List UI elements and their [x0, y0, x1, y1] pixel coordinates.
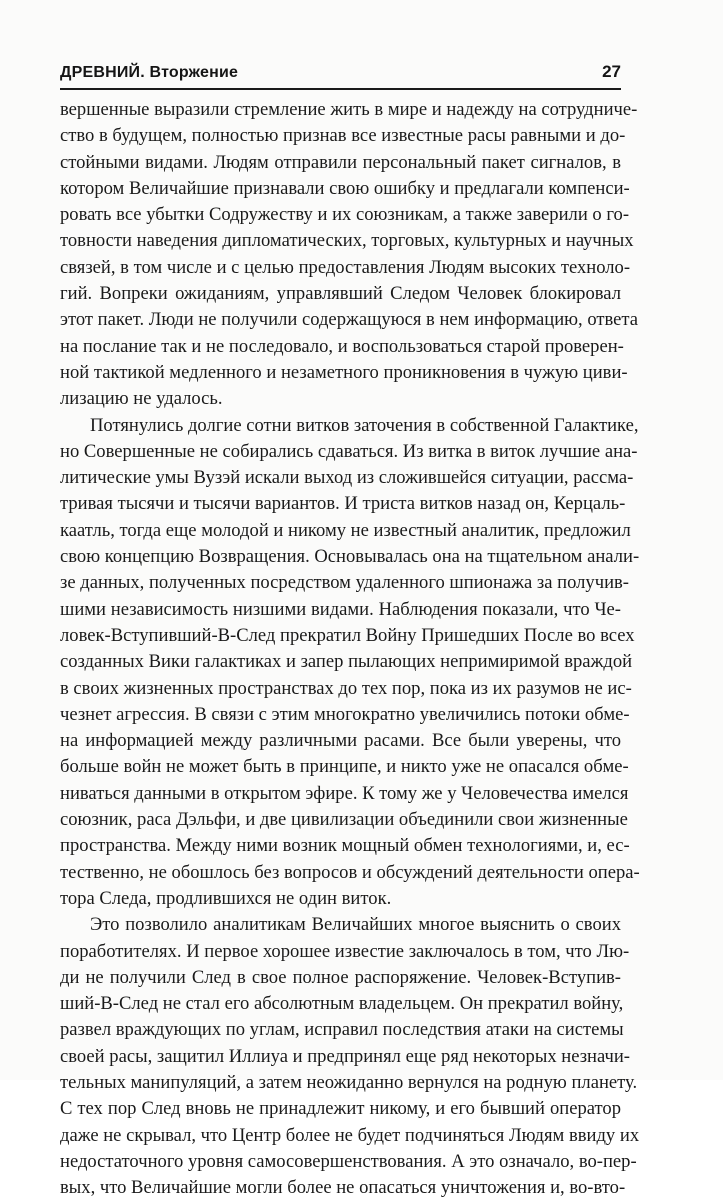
- text-line: вершенные выразили стремление жить в мире и надежду на сотрудниче-: [60, 99, 638, 120]
- text-line: созданных Вики галактиках и запер пылающих непримиримой враждой: [60, 651, 633, 673]
- text-line: поработителях. И первое хорошее известие заключалось в том, что Лю-: [60, 940, 630, 962]
- text-line: тора Следа, продлившихся не один виток.: [60, 887, 392, 909]
- paragraph: [60, 97, 639, 413]
- text-line: пространства. Между ними возник мощный обмен технологиями, и, ес-: [60, 835, 630, 857]
- body-text: [60, 97, 640, 1201]
- header-rule: [60, 88, 621, 90]
- text-line: Потянулись долгие сотни витков заточения в собственной Галактике,: [90, 414, 639, 436]
- paragraph: [60, 413, 640, 913]
- text-line: литические умы Вузэй искали выход из сложившейся ситуации, рассма-: [60, 467, 634, 489]
- text-line: чезнет агрессия. В связи с этим многократно увеличились потоки обме-: [60, 703, 630, 725]
- text-line: гий. Вопреки ожиданиям, управлявший Следом Человек блокировал: [60, 283, 621, 305]
- text-line: вых, что Величайшие могли более не опасаться уничтожения и, во-вто-: [60, 1177, 626, 1199]
- text-line: Это позволило аналитикам Величайших многое выяснить о своих: [90, 914, 621, 936]
- text-line: развел враждующих по углам, исправил последствия атаки на системы: [60, 1019, 624, 1041]
- text-line: свою концепцию Возвращения. Основывалась она на тщательном анали-: [60, 546, 640, 568]
- text-line: ший-В-След не стал его абсолютным владельцем. Он прекратил войну,: [60, 993, 624, 1015]
- text-line: тривая тысячи и тысячи вариантов. И триста витков назад он, Керцаль-: [60, 493, 626, 515]
- running-title: ДРЕВНИЙ. Вторжение: [60, 64, 239, 81]
- text-line: на информацией между различными расами. Все были уверены, что: [60, 730, 621, 752]
- text-line: лизацию не удалось.: [60, 388, 223, 410]
- running-header: [60, 62, 621, 86]
- text-line: даже не скрывал, что Центр более не будет подчиняться Людям ввиду их: [60, 1124, 640, 1146]
- text-line: но Совершенные не собирались сдаваться. Из витка в виток лучшие ана-: [60, 440, 638, 462]
- page-number: 27: [602, 62, 621, 81]
- text-line: больше войн не может быть в принципе, и никто уже не опасался обме-: [60, 756, 629, 778]
- text-line: ровать все убытки Содружеству и их союзникам, а также заверили о го-: [60, 204, 630, 226]
- text-line: ство в будущем, полностью признав все известные расы равными и до-: [60, 125, 626, 147]
- text-line: котором Величайшие признавали свою ошибку и предлагали компенси-: [60, 177, 630, 199]
- text-line: каатль, тогда еще молодой и никому не известный аналитик, предложил: [60, 519, 631, 541]
- text-line: ниваться данными в открытом эфире. К тому же у Человечества имелся: [60, 782, 629, 804]
- paragraph: [60, 912, 640, 1201]
- text-line: стойными видами. Людям отправили персональный пакет сигналов, в: [60, 151, 621, 173]
- text-line: тельных манипуляций, а затем неожиданно вернулся на родную планету.: [60, 1071, 638, 1093]
- text-line: ловек-Вступивший-В-След прекратил Войну Пришедших После во всех: [60, 624, 635, 646]
- text-line: ди не получили След в свое полное распоряжение. Человек-Вступив-: [60, 966, 621, 988]
- text-line: связей, в том числе и с целью предоставления Людям высоких техноло-: [60, 256, 631, 278]
- text-line: ной тактикой медленного и незаметного проникновения в чужую циви-: [60, 361, 628, 383]
- text-line: тественно, не обошлось без вопросов и обсуждений деятельности опера-: [60, 861, 640, 883]
- text-line: недостаточного уровня самосовершенствования. А это означало, во-пер-: [60, 1150, 637, 1172]
- text-line: зе данных, полученных посредством удаленного шпионажа за получив-: [60, 572, 629, 594]
- text-line: С тех пор След вновь не принадлежит никому, и его бывший оператор: [60, 1098, 621, 1120]
- text-line: товности наведения дипломатических, торговых, культурных и научных: [60, 230, 634, 252]
- text-line: своей расы, защитил Иллиуа и предпринял еще ряд некоторых незначи-: [60, 1045, 630, 1067]
- text-line: шими независимость низшими видами. Наблюдения показали, что Че-: [60, 598, 621, 620]
- text-line: союзник, раса Дэльфи, и две цивилизации объединили свои жизненные: [60, 809, 628, 831]
- text-line: этот пакет. Люди не получили содержащуюся в нем информацию, ответа: [60, 309, 639, 331]
- text-line: в своих жизненных пространствах до тех пор, пока из их разумов не ис-: [60, 677, 632, 699]
- text-line: на послание так и не последовало, и воспользоваться старой проверен-: [60, 335, 624, 357]
